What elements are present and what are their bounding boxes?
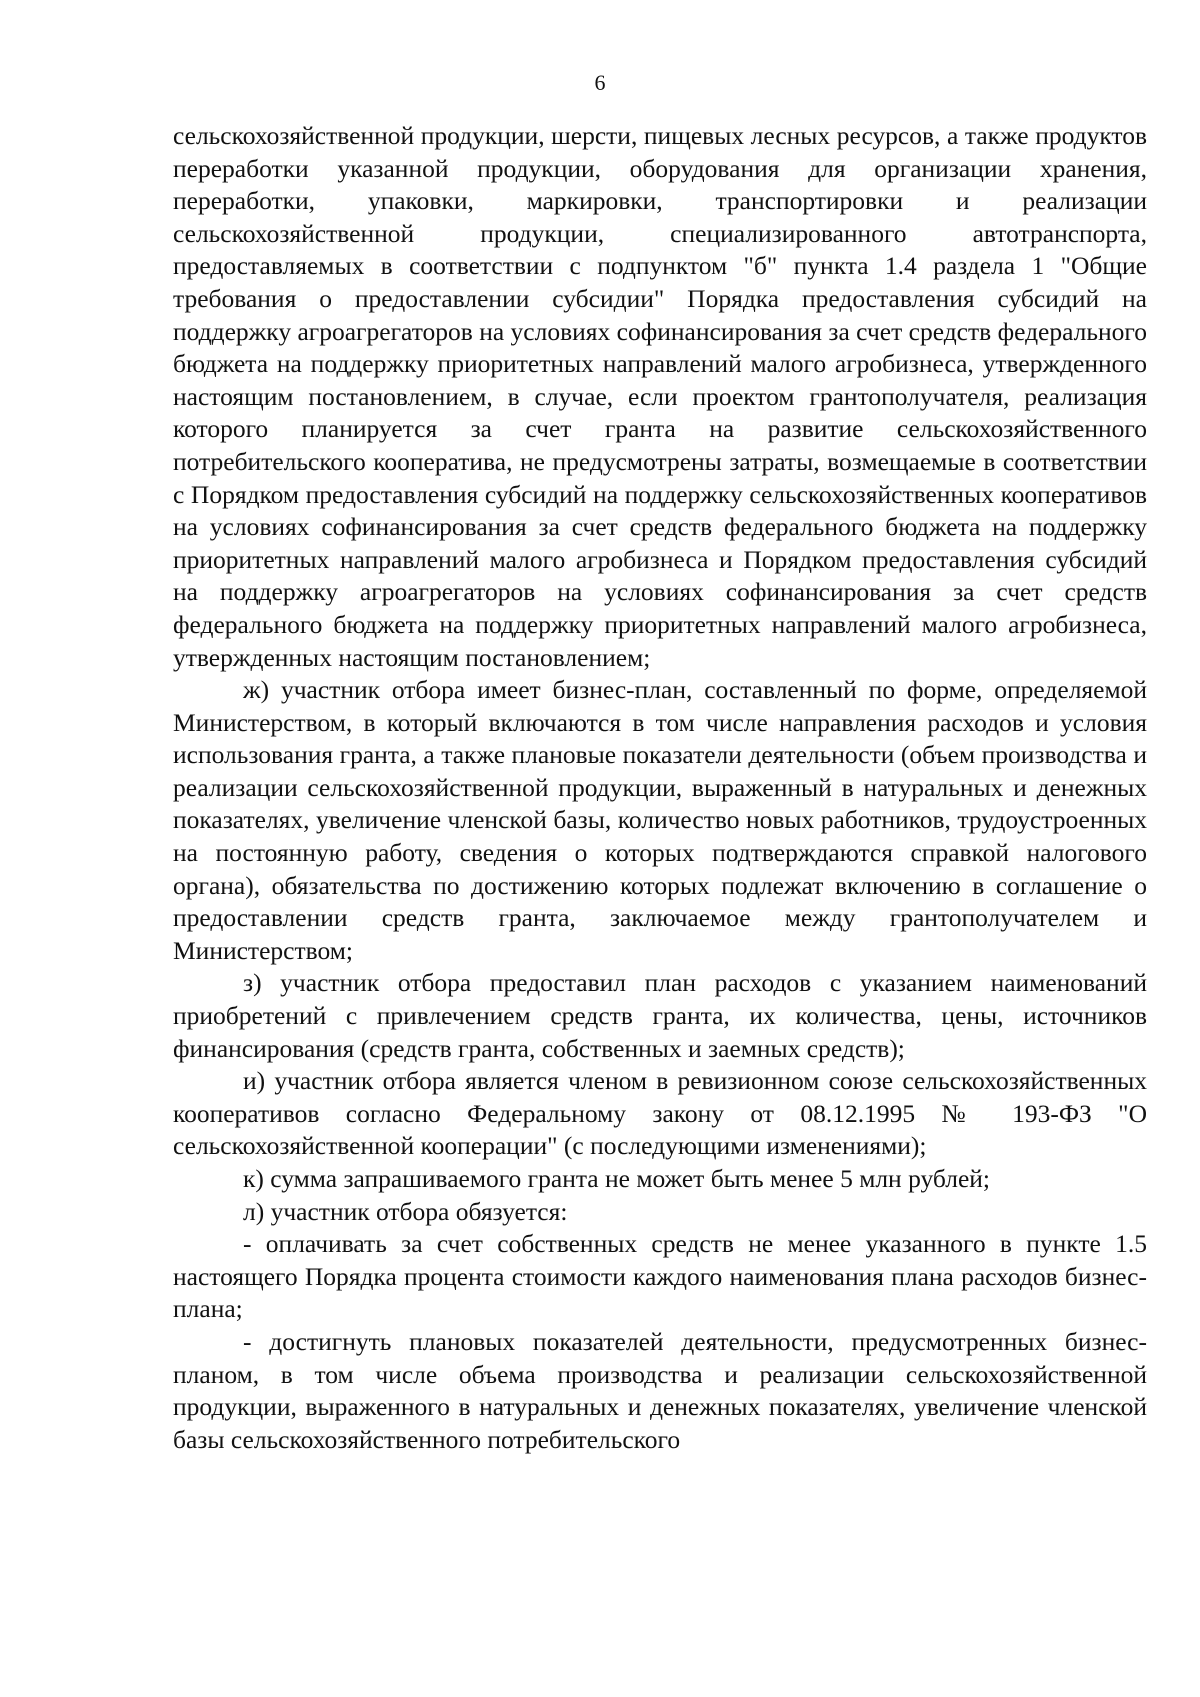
paragraph-subitem-pay: - оплачивать за счет собственных средств не менее указанного в пункте 1.5 настоящего Порядка процента стоимости каждого наименования плана расходов бизнес-плана; (173, 1229, 1147, 1324)
paragraph-item-zh: ж) участник отбора имеет бизнес-план, составленный по форме, определяемой Министерством, в который включаются в том числе направления расходов и условия использования гранта, а также плановые показатели деятельности (объем производства и реализации сельскохозяйственной продукции, выраженный в натуральных и денежных показателях, увеличение членской базы, количество новых работников, трудоустроенных на постоянную работу, сведения о которых подтверждаются справкой налогового органа), обязательства по достижению которых подлежат включению в соглашение о предоставлении средств гранта, заключаемое между грантополучателем и Министерством; (173, 675, 1147, 965)
paragraph-item-l: л) участник отбора обязуется: (243, 1196, 568, 1226)
paragraph-item-i: и) участник отбора является членом в ревизионном союзе сельскохозяйственных кооперативов согласно Федеральному закону от 08.12.1995 № 193-ФЗ "О сельскохозяйственной кооперации" (с последующими изменениями); (173, 1066, 1147, 1161)
paragraph-item-k: к) сумма запрашиваемого гранта не может быть менее 5 млн рублей; (243, 1164, 991, 1193)
paragraph-continuation: сельскохозяйственной продукции, шерсти, пищевых лесных ресурсов, а также продуктов переработки указанной продукции, оборудования для организации хранения, переработки, упаковки, маркировки, транспортировки и реализации сельскохозяйственной продукции, специализированного автотранспорта, предоставляемых в соответствии с подпунктом "б" пункта 1.4 раздела 1 "Общие требования о предоставлении субсидии" Порядка предоставления субсидий на поддержку агроагрегаторов на условиях софинансирования за счет средств федерального бюджета на поддержку приоритетных направлений малого агробизнеса, утвержденного настоящим постановлением, в случае, если проектом грантополучателя, реализация которого планируется за счет гранта на развитие сельскохозяйственного потребительского кооператива, не предусмотрены затраты, возмещаемые в соответствии с Порядком предоставления субсидий на поддержку сельскохозяйственных кооперативов на условиях софинансирования за счет средств федерального бюджета на поддержку приоритетных направлений малого агробизнеса и Порядком предоставления субсидий на поддержку агроагрегаторов на условиях софинансирования за счет средств федерального бюджета на поддержку приоритетных направлений малого агробизнеса, утвержденных настоящим постановлением; (173, 121, 1147, 672)
paragraph-item-z: з) участник отбора предоставил план расходов с указанием наименований приобретений с привлечением средств гранта, их количества, цены, источников финансирования (средств гранта, собственных и заемных средств); (173, 968, 1147, 1063)
document-body (173, 120, 1147, 1456)
page-number: 6 (594, 70, 606, 95)
paragraph-subitem-achieve: - достигнуть плановых показателей деятельности, предусмотренных бизнес-планом, в том числе объема производства и реализации сельскохозяйственной продукции, выраженного в натуральных и денежных показателях, увеличение членской базы сельскохозяйственного потребительского (173, 1326, 1147, 1454)
